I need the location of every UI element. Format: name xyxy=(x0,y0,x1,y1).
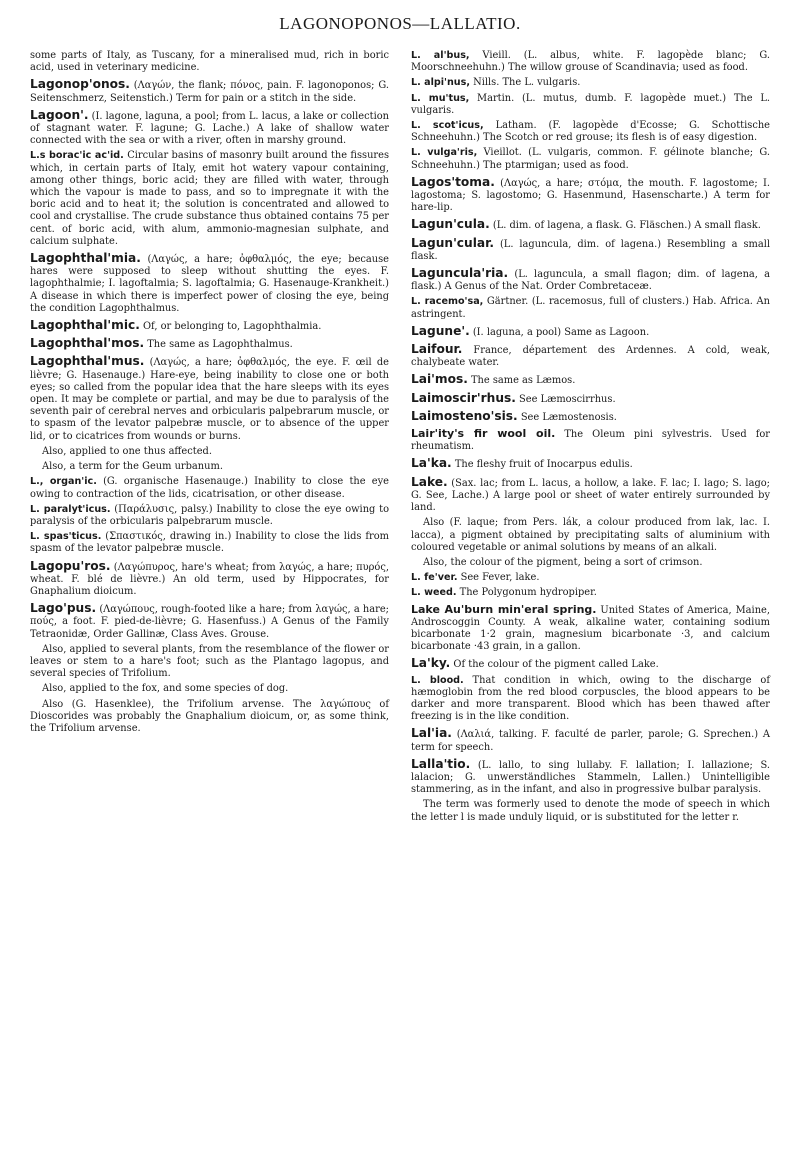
entry-subheadword: L. weed. xyxy=(411,587,457,599)
entry-text: Also (F. laque; from Pers. lák, a colour produced from lak, lac. I. lacca), a pigment obtained by precipitating salts of aluminium with coloured vegetable or animal solutions by means of an alkali. xyxy=(411,517,770,553)
dictionary-entry xyxy=(411,603,770,654)
entry-subheadword: L., organ'ic. xyxy=(30,476,97,488)
entry-text: (Sax. lac; from L. lacus, a hollow, a lake. F. lac; I. lago; S. lago; G. See, Lache.) A large pool or sheet of water entirely surrounded by land. xyxy=(411,477,770,514)
entry-text: (L. dim. of lagena, a flask. G. Fläschen.) A small flask. xyxy=(489,220,761,232)
dictionary-entry xyxy=(30,336,389,351)
entry-text: See Læmostenosis. xyxy=(517,411,617,423)
entry-text: The same as Læmos. xyxy=(467,375,576,387)
dictionary-entry xyxy=(30,318,389,333)
entry-text: See Læmoscirrhus. xyxy=(515,393,616,405)
entry-text: Also, the colour of the pigment, being a sort of crimson. xyxy=(423,556,703,568)
dictionary-entry xyxy=(411,266,770,293)
dictionary-entry xyxy=(30,644,389,681)
dictionary-entry xyxy=(411,572,770,584)
dictionary-entry xyxy=(411,517,770,554)
dictionary-entry xyxy=(30,354,389,442)
entry-headword: Lagoon'. xyxy=(30,107,89,122)
right-column xyxy=(411,50,770,827)
dictionary-entry xyxy=(411,587,770,599)
entry-headword: Lagopu'ros. xyxy=(30,558,111,573)
entry-subheadword: L. al'bus, xyxy=(411,50,470,61)
dictionary-entry xyxy=(411,656,770,671)
entry-text: Vieillot. (L. vulgaris, common. F. gélinote blanche; G. Schneehuhn.) The ptarmigan; used as food. xyxy=(411,147,771,171)
entry-text: (I. laguna, a pool) Same as Lagoon. xyxy=(469,326,650,338)
entry-headword: Laguncula'ria. xyxy=(411,266,509,281)
dictionary-entry xyxy=(411,799,770,823)
dictionary-entry xyxy=(411,77,770,89)
dictionary-entry xyxy=(411,391,770,406)
entry-headword: Lagophthal'mos. xyxy=(30,336,145,351)
entry-text: (Λαγώς, a hare; ὀφθαλμός, the eye; because hares were supposed to sleep without shutting the eyes. F. lagophthalmie; I. lagoftalmia; S. lagoftalmia; G. Hasenauge-Krankheit.) A disease in which there is imperfect power of closing the eye, being the condition Lagophthalmus. xyxy=(30,254,389,314)
entry-text: (Σπαστικός, drawing in.) Inability to close the lids from spasm of the levator palpebræ muscle. xyxy=(30,531,389,555)
dictionary-entry xyxy=(30,683,389,695)
entry-headword: Lagune'. xyxy=(411,323,470,338)
entry-headword: Lalla'tio. xyxy=(411,756,471,771)
running-head: LAGONOPONOS—LALLATIO. xyxy=(279,14,521,33)
entry-subheadword: L. paralyt'icus. xyxy=(30,503,111,515)
entry-text: (Λαγώς, a hare; ὀφθαλμός, the eye. F. œil de lièvre; G. Hasenauge.) Hare-eye, being inability to close one or both eyes; so called from the popular idea that the hare sleeps with its eyes open. It may be complete or partial, and may be due to paralysis of the seventh pair of cerebral nerves and orbicularis palpebrarum muscle, or to spasm of the levator palpebræ muscle, or to absence of the upper lid, or to cicatrices from wounds or burns. xyxy=(30,357,389,442)
dictionary-entry xyxy=(30,601,389,641)
entry-text: United States of America, Maine, Androscoggin County. A weak, alkaline water, containing sodium bicarbonate 1·2 grain, magnesium bicarbonate ·3, and calcium bicarbonate ·43 grain, in a gallon. xyxy=(411,604,770,653)
entry-text: (L. laguncula, a small flagon; dim. of lagena, a flask.) A Genus of the Nat. Order Combretaceæ. xyxy=(411,269,770,293)
dictionary-entry xyxy=(411,372,770,387)
entry-headword: Lagophthal'mic. xyxy=(30,318,140,333)
dictionary-entry xyxy=(411,217,770,232)
entry-headword: Lagun'cular. xyxy=(411,235,495,250)
entry-subheadword: L. vulga'ris, xyxy=(411,147,478,159)
dictionary-entry xyxy=(30,476,389,500)
dictionary-entry xyxy=(411,675,770,724)
entry-text: (Λαλιά, talking. F. faculté de parler, parole; G. Sprechen.) A term for speech. xyxy=(411,729,770,753)
dictionary-entry xyxy=(411,342,770,369)
entry-text: The same as Lagophthalmus. xyxy=(144,339,293,351)
entry-subheadword: L. racemo'sa, xyxy=(411,296,484,308)
entry-text: Latham. (F. lagopède d'Ecosse; G. Schottische Schneehuhn.) The Scotch or red grouse; its flesh is of easy digestion. xyxy=(411,120,770,144)
entry-headword: Lagophthal'mia. xyxy=(30,251,141,266)
entry-text: Also, applied to one thus affected. xyxy=(42,445,212,457)
dictionary-entry xyxy=(411,120,770,144)
dictionary-entry xyxy=(30,559,389,599)
entry-text: Also, applied to several plants, from the resemblance of the flower or leaves or stem to a hare's foot; such as the Plantago lagopus, and several species of Trifolium. xyxy=(30,643,389,680)
entry-subheadword: L.s borac'ic ac'id. xyxy=(30,150,124,162)
entry-text: (Λαγώς, a hare; στόμα, the mouth. F. lagostome; I. lagostoma; S. lagostomo; G. Hasenmund, Hasenscharte.) A term for hare-lip. xyxy=(411,177,770,214)
entry-text: Vieill. (L. albus, white. F. lagopède blanc; G. Moorschneehuhn.) The willow grouse of Scandinavia; used as food. xyxy=(411,50,770,74)
entry-text: (Λαγώπυρος, hare's wheat; from λαγώς, a hare; πυρός, wheat. F. blé de lièvre.) An old term, used by Hippocrates, for Gnaphalium dioicum. xyxy=(30,561,389,597)
dictionary-entry xyxy=(30,50,389,74)
entry-text: The term was formerly used to denote the mode of speech in which the letter l is made unduly liquid, or is substituted for the letter r. xyxy=(411,799,770,823)
entry-text: That condition in which, owing to the discharge of hæmoglobin from the red blood corpuscles, the blood appears to be darker and more transparent. Blood which has been thawed after freezing is in the like condition. xyxy=(411,674,770,723)
entry-text: Also, a term for the Geum urbanum. xyxy=(42,461,223,473)
entry-text: Also, applied to the fox, and some species of dog. xyxy=(42,683,289,695)
dictionary-entry xyxy=(411,93,770,117)
dictionary-entry xyxy=(30,150,389,248)
entry-headword: La'ky. xyxy=(411,656,451,671)
entry-text: (I. lagone, laguna, a pool; from L. lacus, a lake or collection of stagnant water. F. lagune; G. Lache.) A lake of shallow water connected with the sea or with a river, often in marshy ground. xyxy=(30,110,390,147)
dictionary-entry xyxy=(411,409,770,424)
entry-subheadword: L. spas'ticus. xyxy=(30,531,102,543)
entry-headword: Laimosteno'sis. xyxy=(411,408,518,423)
entry-headword: Lagophthal'mus. xyxy=(30,354,145,369)
entry-headword: Lair'ity's fir wool oil. xyxy=(411,427,556,441)
dictionary-entry xyxy=(411,456,770,471)
entry-text: some parts of Italy, as Tuscany, for a mineralised mud, rich in boric acid, used in veterinary medicine. xyxy=(30,50,389,74)
dictionary-entry xyxy=(411,236,770,263)
dictionary-entry xyxy=(30,251,389,315)
entry-text: Nills. The L. vulgaris. xyxy=(469,77,581,89)
dictionary-entry xyxy=(411,475,770,515)
dictionary-entry xyxy=(411,427,770,453)
left-column xyxy=(30,50,389,827)
dictionary-entry xyxy=(30,531,389,555)
dictionary-entry xyxy=(30,504,389,528)
entry-headword: Laifour. xyxy=(411,342,463,357)
entry-headword: Lai'mos. xyxy=(411,372,468,387)
entry-subheadword: L. alpi'nus, xyxy=(411,77,470,89)
entry-text: (L. laguncula, dim. of lagena.) Resembling a small flask. xyxy=(411,238,770,262)
dictionary-entry xyxy=(30,461,389,473)
entry-text: Martin. (L. mutus, dumb. F. lagopède muet.) The L. vulgaris. xyxy=(411,92,770,116)
entry-text: Also (G. Hasenklee), the Trifolium arvense. The λαγώπους of Dioscorides was probably the Gnaphalium dioicum, or, as some think, the Trifolium arvense. xyxy=(30,698,389,734)
entry-subheadword: L. fe'ver. xyxy=(411,572,458,584)
entry-columns xyxy=(30,50,770,827)
dictionary-entry xyxy=(411,175,770,215)
dictionary-entry xyxy=(30,446,389,458)
entry-headword: Lagonop'onos. xyxy=(30,77,130,92)
entry-subheadword: L. mu'tus, xyxy=(411,92,470,104)
dictionary-entry xyxy=(411,50,770,74)
entry-text: See Fever, lake. xyxy=(457,572,540,584)
dictionary-entry xyxy=(30,108,389,148)
entry-text: Gärtner. (L. racemosus, full of clusters.) Hab. Africa. An astringent. xyxy=(411,296,770,320)
entry-text: Circular basins of masonry built around the fissures which, in certain parts of Italy, emit hot watery vapour containing, among other things, boric acid; they are filled with water, through which the vapour is made to pass, and so to impregnate it with the boric acid and to heat it; the solution is concentrated and allowed to cool and crystallise. The crude substance thus obtained contains 75 per cent. of boric acid, with alum, ammonio-magnesian sulphate, and calcium sulphate. xyxy=(30,150,390,247)
entry-headword: Lal'ia. xyxy=(411,726,452,741)
entry-text: The fleshy fruit of Inocarpus edulis. xyxy=(451,459,633,471)
entry-subheadword: L. blood. xyxy=(411,674,464,686)
entry-subheadword: L. scot'icus, xyxy=(411,120,484,132)
dictionary-entry xyxy=(411,726,770,753)
entry-headword: Lagun'cula. xyxy=(411,217,490,232)
dictionary-entry xyxy=(30,77,389,104)
entry-text: (Παράλυσις, palsy.) Inability to close the eye owing to paralysis of the orbicularis palpebrarum muscle. xyxy=(30,503,389,527)
entry-headword: Lake. xyxy=(411,474,448,489)
entry-headword: Laimoscir'rhus. xyxy=(411,390,516,405)
entry-headword: La'ka. xyxy=(411,456,452,471)
dictionary-entry xyxy=(30,699,389,736)
entry-headword: Lake Au'burn min'eral spring. xyxy=(411,602,597,616)
entry-text: Of the colour of the pigment called Lake. xyxy=(450,659,659,671)
entry-text: The Oleum pini sylvestris. Used for rheumatism. xyxy=(411,429,770,453)
dictionary-entry xyxy=(411,324,770,339)
entry-text: The Polygonum hydropiper. xyxy=(456,587,597,599)
dictionary-entry xyxy=(411,147,770,171)
dictionary-entry xyxy=(411,757,770,797)
entry-headword: Lago'pus. xyxy=(30,601,97,616)
entry-text: (G. organische Hasenauge.) Inability to close the eye owing to contraction of the lids, cicatrisation, or other disease. xyxy=(30,476,389,500)
entry-text: (L. lallo, to sing lullaby. F. lallation; I. lallazione; S. lalacion; G. unwerständliches Stammeln, Lallen.) Unintelligible stammering, as in the infant, and also in progressive bulbar paralysis. xyxy=(411,759,770,796)
entry-text: (Λαγώπους, rough-footed like a hare; from λαγώς, a hare; πούς, a foot. F. pied-de-lièvre; G. Hasenfuss.) A Genus of the Family Tetraonidæ, Order Gallinæ, Class Aves. Grouse. xyxy=(30,604,389,640)
dictionary-entry xyxy=(411,557,770,569)
entry-text: Of, or belonging to, Lagophthalmia. xyxy=(139,321,322,333)
entry-headword: Lagos'toma. xyxy=(411,174,495,189)
dictionary-entry xyxy=(411,296,770,320)
entry-text: (Λαγών, the flank; πόνος, pain. F. lagonoponos; G. Seitenschmerz, Seitenstich.) Term for pain or a stitch in the side. xyxy=(30,80,389,104)
entry-text: France, département des Ardennes. A cold, weak, chalybeate water. xyxy=(411,345,770,369)
